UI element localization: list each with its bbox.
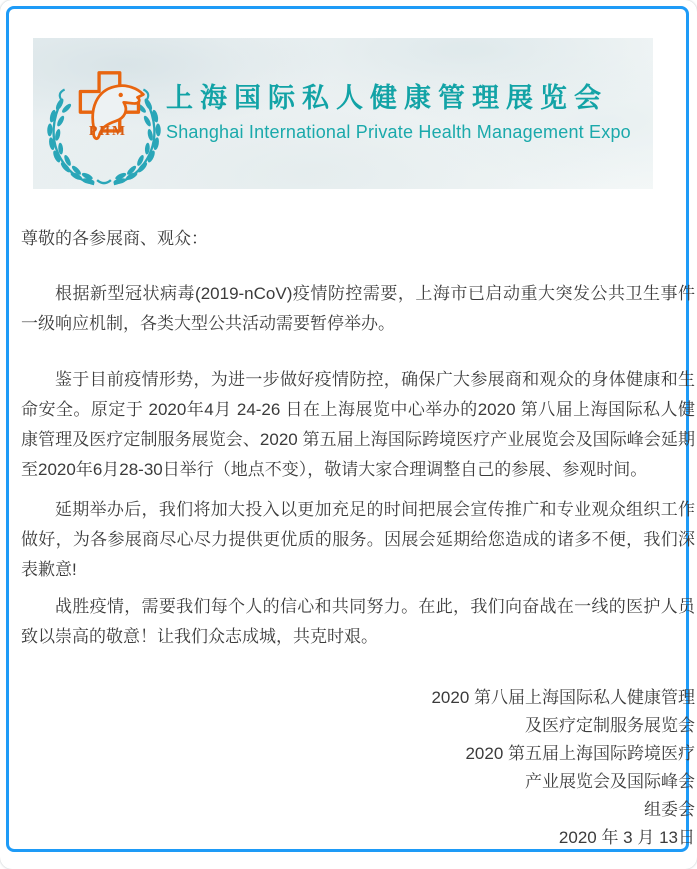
signature-line: 组委会 — [644, 800, 695, 819]
notice-paragraph-3: 延期举办后，我们将加大投入以更加充足的时间把展会宣传推广和专业观众组织工作做好，为各参展商尽心尽力提供更优质的服务。因展会延期给您造成的诸多不便，我们深表歉意! — [21, 500, 695, 579]
signature-block — [21, 684, 695, 852]
notice-paragraph-4: 战胜疫情，需要我们每个人的信心和共同努力。在此，我们向奋战在一线的医护人员致以崇高的敬意！让我们众志成城，共克时艰。 — [21, 597, 695, 646]
logo-text: PHM — [88, 122, 127, 138]
phm-logo-svg — [39, 59, 169, 189]
expo-title-cn: 上海国际私人健康管理展览会 — [166, 83, 608, 113]
header-banner — [33, 38, 653, 189]
expo-title-en: Shanghai International Private Health Management Expo — [166, 122, 631, 142]
header-titles — [166, 83, 646, 143]
notice-paragraph-1: 根据新型冠状病毒(2019-nCoV)疫情防控需要，上海市已启动重大突发公共卫生事件一级响应机制，各类大型公共活动需要暂停举办。 — [21, 284, 695, 333]
phm-logo — [39, 59, 169, 189]
notice-card-border — [6, 6, 695, 852]
signature-line: 2020 第五届上海国际跨境医疗 — [465, 744, 695, 763]
signature-line: 2020 第八届上海国际私人健康管理 — [431, 688, 695, 707]
salutation: 尊敬的各参展商、观众： — [21, 229, 208, 248]
signature-line: 产业展览会及国际峰会 — [525, 772, 695, 791]
signature-line: 及医疗定制服务展览会 — [525, 716, 695, 735]
signature-date: 2020 年 3 月 13日 — [558, 828, 695, 847]
notice-body — [21, 224, 695, 852]
notice-paragraph-2: 鉴于目前疫情形势，为进一步做好疫情防控，确保广大参展商和观众的身体健康和生命安全。原定于 2020年4月 24-26 日在上海展览中心举办的2020 第八届上海国际私人健康管理及医疗定制服务展览会、2020 第五届上海国际跨境医疗产业展览会及国际峰会延期至2020年6月28-30日举行（地点不变），敬请大家合理调整自己的参展、参观时间。 — [21, 370, 695, 479]
